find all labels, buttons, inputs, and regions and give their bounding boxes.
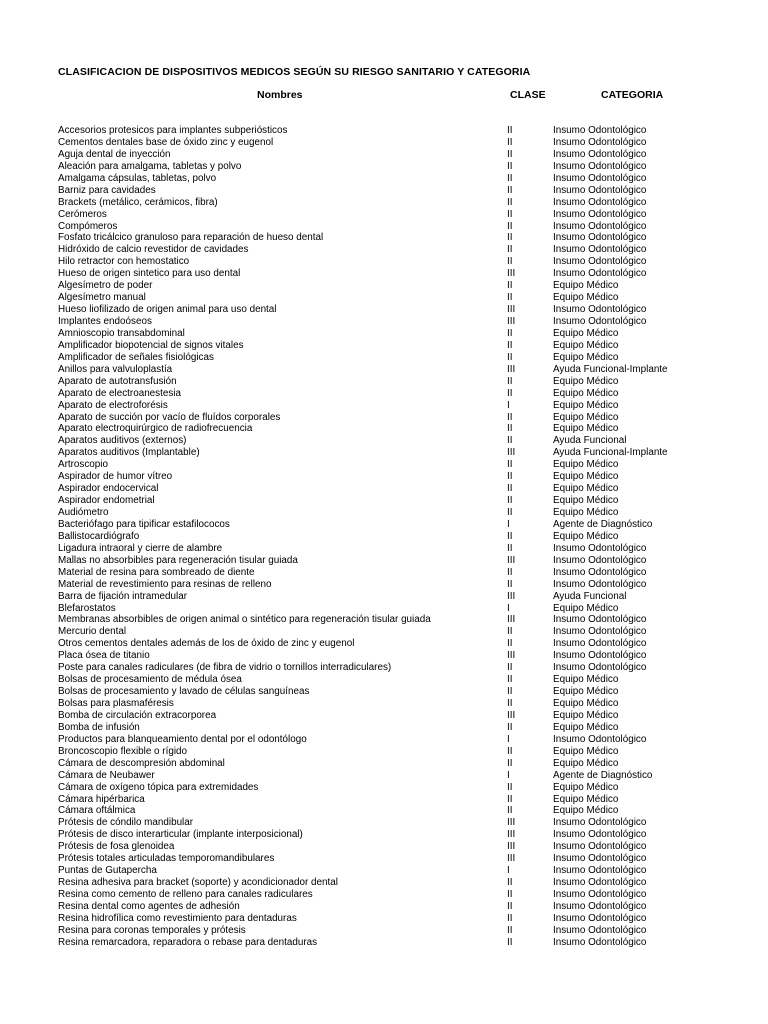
device-clase: III: [507, 447, 516, 459]
device-clase: II: [507, 148, 513, 160]
device-name: Bomba de infusión: [58, 721, 140, 733]
device-name: Bacteriófago para tipificar estafilococos: [58, 518, 230, 530]
device-name: Cámara de oxígeno tópica para extremidades: [58, 781, 259, 793]
device-categoria: Equipo Médico: [553, 351, 619, 363]
device-name: Brackets (metálico, cerámicos, fibra): [58, 196, 218, 208]
device-clase: III: [507, 709, 516, 721]
device-name: Amnioscopio transabdominal: [58, 327, 185, 339]
device-categoria: Insumo Odontológico: [553, 912, 647, 924]
device-clase: II: [507, 435, 513, 447]
device-categoria: Ayuda Funcional: [553, 435, 627, 447]
device-categoria: Insumo Odontológico: [553, 125, 647, 136]
device-clase: II: [507, 483, 513, 495]
table-row: [0, 495, 768, 507]
device-name: Prótesis totales articuladas temporomandibulares: [58, 853, 275, 865]
device-name: Prótesis de fosa glenoidea: [58, 841, 175, 853]
device-categoria: Equipo Médico: [553, 471, 619, 483]
device-clase: II: [507, 184, 513, 196]
device-clase: II: [507, 757, 513, 769]
device-name: Bolsas de procesamiento y lavado de células sanguíneas: [58, 686, 310, 698]
device-clase: II: [507, 530, 513, 542]
device-clase: II: [507, 805, 513, 817]
table-row: [0, 626, 768, 638]
table-row: [0, 459, 768, 471]
device-clase: II: [507, 507, 513, 518]
device-clase: II: [507, 674, 513, 686]
device-clase: II: [507, 292, 513, 304]
table-row: [0, 794, 768, 806]
device-clase: II: [507, 280, 513, 292]
table-row: [0, 543, 768, 555]
device-name: Hueso de origen sintetico para uso dental: [58, 268, 241, 280]
device-clase: II: [507, 638, 513, 650]
device-name: Compómeros: [58, 220, 118, 232]
table-row: [0, 746, 768, 758]
table-row: [0, 340, 768, 352]
table-row: [0, 734, 768, 746]
table-row: [0, 197, 768, 209]
device-clase: III: [507, 817, 516, 829]
device-categoria: Equipo Médico: [553, 280, 619, 292]
table-row: [0, 758, 768, 770]
device-clase: II: [507, 172, 513, 184]
table-row: [0, 603, 768, 615]
device-categoria: Insumo Odontológico: [553, 936, 647, 948]
device-name: Productos para blanqueamiento dental por el odontólogo: [58, 733, 307, 745]
device-categoria: Insumo Odontológico: [553, 614, 647, 626]
device-clase: II: [507, 423, 513, 435]
device-categoria: Insumo Odontológico: [553, 626, 647, 638]
device-categoria: Insumo Odontológico: [553, 817, 647, 829]
table-row: [0, 841, 768, 853]
device-categoria: Insumo Odontológico: [553, 578, 647, 590]
table-row: [0, 710, 768, 722]
device-categoria: Insumo Odontológico: [553, 316, 647, 327]
device-name: Amplificador biopotencial de signos vitales: [58, 339, 244, 351]
device-categoria: Insumo Odontológico: [553, 184, 647, 196]
device-clase: II: [507, 626, 513, 638]
table-row: [0, 328, 768, 340]
device-categoria: Insumo Odontológico: [553, 172, 647, 184]
device-clase: II: [507, 411, 513, 423]
device-name: Material de resina para sombreado de diente: [58, 566, 255, 578]
table-row: [0, 638, 768, 650]
device-categoria: Equipo Médico: [553, 686, 619, 698]
table-row: [0, 423, 768, 435]
table-row: [0, 268, 768, 280]
device-name: Aparato electroquirúrgico de radiofrecuencia: [58, 423, 253, 435]
device-clase: II: [507, 339, 513, 351]
device-categoria: Equipo Médico: [553, 757, 619, 769]
device-name: Aparato de electroanestesia: [58, 387, 181, 399]
device-categoria: Equipo Médico: [553, 507, 619, 518]
table-row: [0, 364, 768, 376]
table-row: [0, 877, 768, 889]
device-clase: I: [507, 865, 510, 877]
device-name: Anillos para valvuloplastía: [58, 363, 173, 375]
device-categoria: Equipo Médico: [553, 327, 619, 339]
device-name: Cámara de Neubawer: [58, 769, 155, 781]
device-clase: II: [507, 471, 513, 483]
device-categoria: Agente de Diagnóstico: [553, 518, 653, 530]
device-categoria: Equipo Médico: [553, 399, 619, 411]
device-clase: III: [507, 590, 516, 602]
device-categoria: Insumo Odontológico: [553, 924, 647, 936]
device-name: Cementos dentales base de óxido zinc y eugenol: [58, 136, 274, 148]
device-clase: II: [507, 662, 513, 674]
device-clase: III: [507, 554, 516, 566]
device-categoria: Equipo Médico: [553, 423, 619, 435]
device-name: Hidróxido de calcio revestidor de cavidades: [58, 244, 249, 256]
table-row: [0, 412, 768, 424]
table-row: [0, 435, 768, 447]
device-name: Prótesis de disco interarticular (implante interposicional): [58, 829, 303, 841]
device-name: Implantes endoóseos: [58, 316, 152, 327]
device-name: Poste para canales radiculares (de fibra de vidrio o tornillos interradiculares): [58, 662, 392, 674]
device-name: Aparato de succión por vacío de fluídos corporales: [58, 411, 281, 423]
device-name: Otros cementos dentales además de los de óxido de zinc y eugenol: [58, 638, 355, 650]
device-categoria: Insumo Odontológico: [553, 208, 647, 220]
table-row: [0, 686, 768, 698]
column-header-categoria: CATEGORIA: [601, 89, 664, 101]
device-name: Resina remarcadora, reparadora o rebase para dentaduras: [58, 936, 318, 948]
device-name: Algesímetro manual: [58, 292, 146, 304]
device-name: Barra de fijación intramedular: [58, 590, 187, 602]
table-row: [0, 829, 768, 841]
device-name: Resina adhesiva para bracket (soporte) y acondicionador dental: [58, 877, 338, 889]
table-row: [0, 770, 768, 782]
table-row: [0, 232, 768, 244]
table-row: [0, 244, 768, 256]
device-categoria: Ayuda Funcional-Implante: [553, 447, 668, 459]
device-name: Aspirador endometrial: [58, 495, 155, 507]
device-categoria: Insumo Odontológico: [553, 853, 647, 865]
device-categoria: Equipo Médico: [553, 745, 619, 757]
device-name: Cámara oftálmica: [58, 805, 136, 817]
device-name: Artroscopio: [58, 459, 108, 471]
device-clase: III: [507, 268, 516, 280]
table-row: [0, 519, 768, 531]
device-name: Aspirador de humor vítreo: [58, 471, 173, 483]
table-row: [0, 185, 768, 197]
device-name: Barniz para cavidades: [58, 184, 156, 196]
device-clase: II: [507, 351, 513, 363]
device-clase: II: [507, 327, 513, 339]
device-name: Aparatos auditivos (externos): [58, 435, 187, 447]
table-row: [0, 531, 768, 543]
table-row: [0, 817, 768, 829]
table-row: [0, 579, 768, 591]
device-categoria: Insumo Odontológico: [553, 160, 647, 172]
device-name: Accesorios protesicos para implantes subperiósticos: [58, 125, 288, 136]
table-row: [0, 782, 768, 794]
table-row: [0, 614, 768, 626]
device-categoria: Insumo Odontológico: [553, 232, 647, 244]
device-categoria: Insumo Odontológico: [553, 662, 647, 674]
table-row: [0, 400, 768, 412]
device-clase: II: [507, 698, 513, 709]
device-name: Blefarostatos: [58, 602, 116, 614]
device-clase: II: [507, 495, 513, 507]
device-clase: II: [507, 125, 513, 136]
device-clase: III: [507, 853, 516, 865]
device-name: Aleación para amalgama, tabletas y polvo: [58, 160, 242, 172]
table-row: [0, 388, 768, 400]
device-categoria: Insumo Odontológico: [553, 566, 647, 578]
device-clase: III: [507, 650, 516, 662]
table-row: [0, 125, 768, 137]
device-categoria: Equipo Médico: [553, 793, 619, 805]
table-row: [0, 221, 768, 233]
device-name: Aparatos auditivos (Implantable): [58, 447, 200, 459]
device-clase: II: [507, 793, 513, 805]
table-row: [0, 805, 768, 817]
table-row: [0, 722, 768, 734]
table-row: [0, 376, 768, 388]
table-row: [0, 447, 768, 459]
device-categoria: Equipo Médico: [553, 375, 619, 387]
device-name: Amplificador de señales fisiológicas: [58, 351, 214, 363]
device-name: Ligadura intraoral y cierre de alambre: [58, 542, 223, 554]
device-clase: II: [507, 721, 513, 733]
device-name: Aparato de electroforésis: [58, 399, 168, 411]
document-title: CLASIFICACION DE DISPOSITIVOS MEDICOS SEGÚN SU RIESGO SANITARIO Y CATEGORIA: [58, 66, 531, 78]
table-row: [0, 352, 768, 364]
table-row: [0, 483, 768, 495]
device-categoria: Insumo Odontológico: [553, 554, 647, 566]
table-row: [0, 913, 768, 925]
column-header-nombres: Nombres: [257, 89, 303, 101]
device-clase: II: [507, 459, 513, 471]
device-categoria: Equipo Médico: [553, 339, 619, 351]
device-clase: II: [507, 912, 513, 924]
device-clase: III: [507, 614, 516, 626]
table-row: [0, 471, 768, 483]
table-row: [0, 304, 768, 316]
device-clase: III: [507, 304, 516, 316]
device-name: Aspirador endocervical: [58, 483, 159, 495]
device-clase: II: [507, 566, 513, 578]
device-categoria: Insumo Odontológico: [553, 256, 647, 268]
device-clase: II: [507, 196, 513, 208]
device-categoria: Insumo Odontológico: [553, 268, 647, 280]
table-row: [0, 507, 768, 519]
device-categoria: Equipo Médico: [553, 387, 619, 399]
table-row: [0, 292, 768, 304]
device-name: Cerómeros: [58, 208, 107, 220]
device-name: Aguja dental de inyección: [58, 148, 171, 160]
device-clase: I: [507, 399, 510, 411]
device-clase: I: [507, 733, 510, 745]
device-name: Resina dental como agentes de adhesión: [58, 900, 240, 912]
device-clase: II: [507, 578, 513, 590]
device-clase: II: [507, 387, 513, 399]
device-categoria: Equipo Médico: [553, 721, 619, 733]
device-categoria: Equipo Médico: [553, 411, 619, 423]
device-categoria: Insumo Odontológico: [553, 877, 647, 889]
table-row: [0, 555, 768, 567]
table-row: [0, 937, 768, 949]
device-clase: III: [507, 316, 516, 327]
table-row: [0, 853, 768, 865]
device-categoria: Insumo Odontológico: [553, 148, 647, 160]
device-categoria: Equipo Médico: [553, 805, 619, 817]
device-clase: II: [507, 232, 513, 244]
table-row: [0, 674, 768, 686]
device-name: Amalgama cápsulas, tabletas, polvo: [58, 172, 217, 184]
device-clase: II: [507, 220, 513, 232]
device-clase: II: [507, 936, 513, 948]
device-name: Cámara hipérbarica: [58, 793, 145, 805]
device-name: Broncoscopio flexible o rígido: [58, 745, 187, 757]
device-name: Audiómetro: [58, 507, 109, 518]
device-categoria: Insumo Odontológico: [553, 220, 647, 232]
device-name: Resina hidrofílica como revestimiento para dentaduras: [58, 912, 297, 924]
device-clase: III: [507, 829, 516, 841]
table-row: [0, 256, 768, 268]
device-name: Placa ósea de titanio: [58, 650, 150, 662]
device-categoria: Insumo Odontológico: [553, 136, 647, 148]
device-categoria: Ayuda Funcional: [553, 590, 627, 602]
device-name: Algesímetro de poder: [58, 280, 153, 292]
table-row: [0, 149, 768, 161]
device-categoria: Insumo Odontológico: [553, 900, 647, 912]
device-categoria: Equipo Médico: [553, 674, 619, 686]
device-categoria: Ayuda Funcional-Implante: [553, 363, 668, 375]
device-categoria: Equipo Médico: [553, 698, 619, 709]
device-categoria: Equipo Médico: [553, 781, 619, 793]
device-clase: II: [507, 745, 513, 757]
device-clase: II: [507, 924, 513, 936]
table-row: [0, 901, 768, 913]
device-clase: I: [507, 602, 510, 614]
device-name: Aparato de autotransfusión: [58, 375, 177, 387]
table-row: [0, 889, 768, 901]
device-categoria: Insumo Odontológico: [553, 196, 647, 208]
device-name: Bolsas de procesamiento de médula ósea: [58, 674, 242, 686]
device-name: Hueso liofilizado de origen animal para uso dental: [58, 304, 277, 316]
device-clase: I: [507, 518, 510, 530]
device-categoria: Insumo Odontológico: [553, 841, 647, 853]
device-categoria: Agente de Diagnóstico: [553, 769, 653, 781]
device-name: Ballistocardiógrafo: [58, 530, 140, 542]
device-name: Mallas no absorbibles para regeneración tisular guiada: [58, 554, 298, 566]
device-clase: I: [507, 769, 510, 781]
device-categoria: Insumo Odontológico: [553, 244, 647, 256]
device-categoria: Equipo Médico: [553, 602, 619, 614]
table-row: [0, 865, 768, 877]
table-row: [0, 280, 768, 292]
device-clase: II: [507, 900, 513, 912]
device-categoria: Insumo Odontológico: [553, 542, 647, 554]
device-categoria: Equipo Médico: [553, 292, 619, 304]
device-categoria: Insumo Odontológico: [553, 733, 647, 745]
device-table: [0, 125, 768, 949]
device-clase: II: [507, 208, 513, 220]
table-row: [0, 137, 768, 149]
table-row: [0, 316, 768, 328]
device-clase: II: [507, 542, 513, 554]
device-categoria: Equipo Médico: [553, 530, 619, 542]
device-categoria: Insumo Odontológico: [553, 638, 647, 650]
device-categoria: Equipo Médico: [553, 483, 619, 495]
table-row: [0, 925, 768, 937]
device-categoria: Equipo Médico: [553, 495, 619, 507]
device-name: Membranas absorbibles de origen animal o sintético para regeneración tisular guiada: [58, 614, 431, 626]
device-name: Resina como cemento de relleno para canales radiculares: [58, 889, 313, 900]
device-name: Resina para coronas temporales y prótesis: [58, 924, 246, 936]
device-categoria: Equipo Médico: [553, 459, 619, 471]
device-clase: III: [507, 363, 516, 375]
device-clase: II: [507, 877, 513, 889]
device-name: Bomba de circulación extracorporea: [58, 709, 217, 721]
table-row: [0, 173, 768, 185]
table-row: [0, 567, 768, 579]
device-name: Fosfato tricálcico granuloso para reparación de hueso dental: [58, 232, 324, 244]
device-clase: II: [507, 136, 513, 148]
device-clase: II: [507, 256, 513, 268]
device-name: Mercurio dental: [58, 626, 127, 638]
device-categoria: Insumo Odontológico: [553, 865, 647, 877]
device-name: Bolsas para plasmaféresis: [58, 698, 174, 709]
device-categoria: Equipo Médico: [553, 709, 619, 721]
device-clase: II: [507, 781, 513, 793]
device-clase: II: [507, 160, 513, 172]
device-categoria: Insumo Odontológico: [553, 889, 647, 900]
device-categoria: Insumo Odontológico: [553, 829, 647, 841]
table-row: [0, 698, 768, 710]
device-clase: II: [507, 686, 513, 698]
table-row: [0, 209, 768, 221]
table-row: [0, 161, 768, 173]
table-row: [0, 662, 768, 674]
device-categoria: Insumo Odontológico: [553, 304, 647, 316]
column-header-clase: CLASE: [510, 89, 546, 101]
device-clase: II: [507, 375, 513, 387]
device-categoria: Insumo Odontológico: [553, 650, 647, 662]
device-clase: III: [507, 841, 516, 853]
table-row: [0, 591, 768, 603]
device-name: Puntas de Gutapercha: [58, 865, 157, 877]
device-clase: II: [507, 244, 513, 256]
device-name: Cámara de descompresión abdominal: [58, 757, 225, 769]
device-name: Prótesis de cóndilo mandibular: [58, 817, 194, 829]
device-name: Hilo retractor con hemostatico: [58, 256, 190, 268]
device-clase: II: [507, 889, 513, 900]
table-row: [0, 650, 768, 662]
device-name: Material de revestimiento para resinas de relleno: [58, 578, 272, 590]
